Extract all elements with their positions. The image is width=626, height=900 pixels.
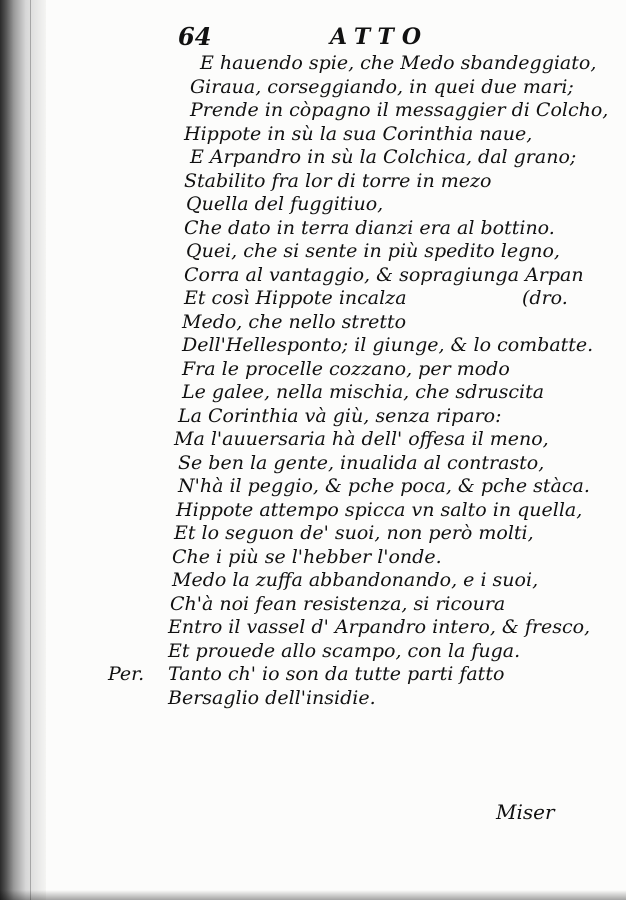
verse-text: Hippote attempo spicca vn salto in quella, [176,498,583,521]
verse-line [108,546,588,570]
verse-line [108,334,594,358]
verse-line [108,640,588,664]
verse-text: Quei, che si sente in più spedito legno, [186,240,560,262]
verse-line [108,428,588,452]
verse-line [108,452,588,476]
verse-text: Entro il vassel d' Arpandro intero, & fresco, [168,616,591,638]
verse-line [108,569,588,593]
verse-text: Medo la zuffa abbandonando, e i suoi, [172,569,539,591]
speaker-label: Per. [108,663,145,685]
page-number: 64 [178,22,212,51]
verse-line [108,264,588,288]
verse-text: Giraua, corseggiando, in quei due mari; [190,75,574,98]
verse-text: Bersaglio dell'insidie. [168,686,376,709]
verse-line [108,616,591,640]
verse-line [108,193,588,217]
verse-text: N'hà il peggio, & pche poca, & pche stàca. [178,475,590,497]
verse-line [108,499,588,523]
verse-text-block [108,52,609,710]
verse-line [108,146,588,170]
verse-text: Le galee, nella mischia, che sdruscita [182,381,545,403]
verse-line [108,217,588,241]
verse-text: Fra le procelle cozzano, per modo [182,357,510,380]
verse-text: Prende in còpagno il messaggier di Colcho, [190,99,609,121]
verse-text: Hippote in sù la sua Corinthia naue, [184,122,533,145]
verse-line [108,76,588,100]
gutter-fold-line [30,0,31,900]
verse-text: Corra al vantaggio, & sopragiunga Arpan [184,263,584,286]
verse-line [108,687,588,711]
page-bottom-edge [0,890,626,900]
catchword: Miser [496,800,555,824]
verse-text: Et prouede allo scampo, con la fuga. [168,639,521,662]
verse-line [108,593,588,617]
turnover-word: (dro. [522,287,568,309]
verse-line [108,663,588,687]
running-head: ATTO [330,24,429,50]
verse-text: La Corinthia và giù, senza riparo: [178,404,502,427]
verse-line [108,240,588,264]
page-header [178,22,458,52]
page-gutter [0,0,46,900]
verse-line [108,311,588,335]
verse-text: Che i più se l'hebber l'onde. [172,545,442,568]
verse-text: Dell'Hellesponto; il giunge, & lo combatte. [182,334,594,356]
verse-line [108,170,588,194]
verse-line [108,123,588,147]
verse-line [108,475,588,499]
verse-text: Et lo seguon de' suoi, non però molti, [174,522,534,544]
verse-text: Et così Hippote incalza [184,287,407,309]
verse-text: Ma l'auuersaria hà dell' offesa il meno, [174,428,549,450]
verse-text: Stabilito fra lor di torre in mezo [184,169,492,192]
verse-text: E hauendo spie, che Medo sbandeggiato, [200,52,597,74]
verse-text: E Arpandro in sù la Colchica, dal grano; [190,146,577,168]
verse-text: Che dato in terra dianzi era al bottino. [184,216,555,239]
verse-line [108,381,588,405]
verse-line [108,99,609,123]
verse-line [108,52,597,76]
verse-line [108,358,588,382]
verse-text: Medo, che nello stretto [182,310,407,333]
verse-line [108,522,588,546]
verse-text: Quella del fuggitiuo, [186,193,384,215]
verse-line [108,287,588,311]
verse-text: Ch'à noi fean resistenza, si ricoura [170,592,506,615]
verse-line [108,405,588,429]
verse-text: Tanto ch' io son da tutte parti fatto [168,663,505,685]
verse-text: Se ben la gente, inualida al contrasto, [178,451,545,474]
